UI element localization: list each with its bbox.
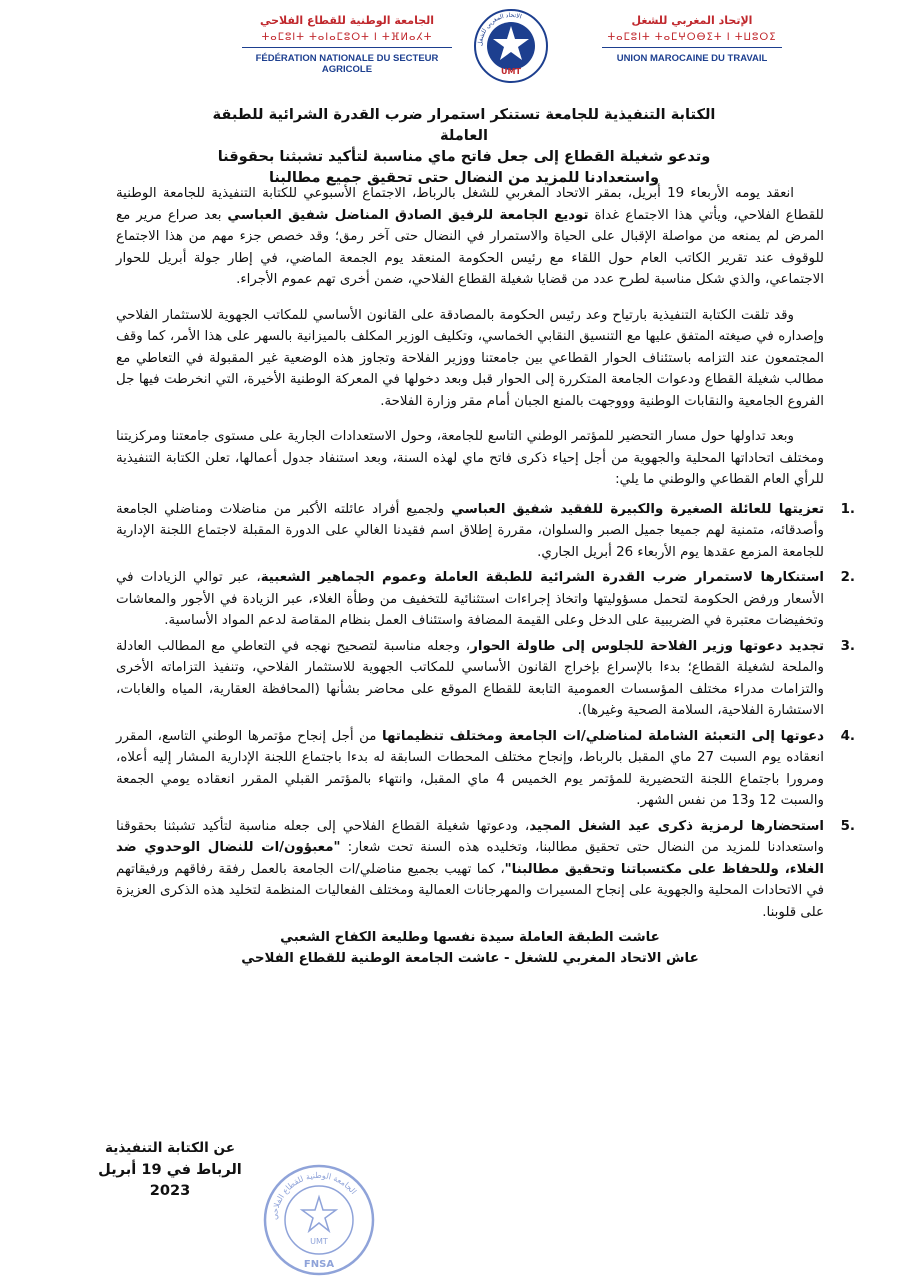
item-number: 3. <box>840 638 855 654</box>
fnsa-name-amazigh: ⵜⴰⵎⵓⵏⵜ ⵜⴰⵏⴰⵎⵓⵔⵜ ⵏ ⵜⴼⵍⴰⵃⵜ <box>261 32 433 43</box>
fnsa-header-block <box>232 14 462 75</box>
item-bold-text: استحضارها لرمزية ذكرى عيد الشغل المجيد <box>529 818 824 834</box>
paragraph <box>116 183 824 291</box>
list-item <box>116 567 855 632</box>
place-and-date: الرباط في 19 أبريل 2023 <box>98 1161 242 1199</box>
list-item <box>116 499 855 564</box>
title-line: واستعدادنا للمزيد من النضال حتى تحقيق جميع مطالبنا <box>268 169 660 186</box>
item-text: ، وجعله مناسبة لتصحيح نهجه في التعاطي مع المطالب العادلة والملحة لشغيلة القطاع؛ بدءا بالإسراع بإخراج القانون الأساسي للمكاتب الجهوية للاستثمار الفلاحي، وتنفيذ التزاماته الأخرى والتزامات مدراء مختلف المؤسسات العمومية التابعة للقطاع الموقع على محاضر بشأنها (المحافظة العقارية، المياه والغابات، الاستشارة الفلاحية، السلامة الصحية وغيرها). <box>116 638 824 718</box>
item-slogan: "معبؤون/ات للنضال الوحدوي ضد الغلاء، وللحفاظ على مكتسباتنا وتحقيق مطالبنا" <box>116 840 824 877</box>
item-bold-text: تجديد دعوتها وزير الفلاحة للجلوس إلى طاولة الحوار <box>470 638 825 654</box>
item-text: من أجل إنجاح مؤتمرها الوطني التاسع، المقرر انعقاده يوم السبت 27 ماي المقبل بالرباط، وإنجاح مختلف المحطات السابقة له بدءا باجتماع اللجنة الإدارية المشار إليه أعلاه، ومرورا باجتماع اللجنة التحضيرية للمؤتمر يوم الخميس 4 ماي المقبل، وانتهاء بالمؤتمر القبلي المقرر انعقاده يومي الجمعة والسبت 12 و13 من نفس الشهر. <box>116 728 824 808</box>
signature-block <box>82 1138 258 1201</box>
closing-line: عاش الاتحاد المغربي للشغل - عاشت الجامعة الوطنية للقطاع الفلاحي <box>241 951 699 966</box>
document-title <box>200 104 728 188</box>
fnsa-name-arabic: الجامعة الوطنية للقطاع الفلاحي <box>259 14 435 27</box>
list-item <box>116 636 855 722</box>
umt-name-amazigh: ⵜⴰⵎⵓⵏⵜ ⵜⴰⵎⵖⵔⴱⵉⵜ ⵏ ⵜⵡⵓⵔⵉ <box>607 32 777 43</box>
logo-text: UMT <box>501 67 521 76</box>
stamp-bottom-text: FNSA <box>303 1259 335 1270</box>
umt-header-block <box>592 14 792 64</box>
item-number: 5. <box>840 818 855 834</box>
letterhead <box>0 0 912 92</box>
header-divider <box>242 47 452 48</box>
logo-ring-text: الاتحاد المغربي للشغل <box>476 11 523 47</box>
paragraph: وبعد تداولها حول مسار التحضير للمؤتمر الوطني التاسع للجامعة، وحول الاستعدادات الجارية على مستوى جامعتنا ومركزيتنا ومختلف اتحاداتها المحلية والجهوية من أجل إحياء ذكرى فاتح ماي لهذه السنة، وبعد استنفاد جدول أعمالها، تعلن الكتابة التنفيذية للرأي العام القطاعي والوطني ما يلي: <box>116 429 824 487</box>
paragraph-text: بعد صراع مرير مع المرض لم يمنعه من مواصلة الإقبال على الحياة والاستمرار في النضال حتى آخر رمق؛ وقد خصص جزء مهم من هذا الاجتماع للوقوف عند تقرير الكاتب العام حول اللقاء مع رئيس الحكومة المنعقد يوم الجمعة الماضي، في إطار جولة أبريل للحوار الاجتماعي، والذي شكل مناسبة لطرح عدد من قضايا شغيلة القطاع الفلاحي، ضمن أخرى تهم عموم الأجراء. <box>116 207 824 287</box>
document-body <box>116 183 855 969</box>
stamp-mid-text: UMT <box>310 1237 328 1246</box>
umt-name-french: UNION MAROCAINE DU TRAVAIL <box>616 53 768 64</box>
stamp-ring-text: الجامعة الوطنية للقطاع الفلاحي <box>269 1170 359 1221</box>
paragraph-bold-text: توديع الجامعة للرفيق الصادق المناضل شفيق العباسي <box>227 207 589 223</box>
title-line: وتدعو شغيلة القطاع إلى جعل فاتح ماي مناسبة لتأكيد تشبثنا بحقوقنا <box>217 148 711 165</box>
closing-line: عاشت الطبقة العاملة سيدة نفسها وطليعة الكفاح الشعبي <box>280 930 660 945</box>
item-number: 4. <box>840 728 855 744</box>
fnsa-name-french: FÉDÉRATION NATIONALE DU SECTEUR AGRICOLE <box>255 53 439 75</box>
item-text: ، ودعوتها شغيلة القطاع الفلاحي إلى جعله مناسبة لتأكيد تشبثنا بحقوقنا واستعدادنا للمزيد من النضال حتى تحقيق مطالبنا، وتخليده هذه السنة تحت شعار: <box>116 818 824 855</box>
title-line: الكتابة التنفيذية للجامعة تستنكر استمرار ضرب القدرة الشرائية للطبقة العاملة <box>212 106 716 144</box>
umt-logo <box>473 8 549 84</box>
item-text: ، كما تهيب بجميع مناضلي/ات الجامعة بالعمل رفقة رفاقهم ورفيقاتهم في الاتحادات المحلية والجهوية على إنجاح المسيرات والمهرجانات العمالية ومختلف الفعاليات المنظمة لتخليد هذه الذكرى العزيزة على قلوبنا. <box>116 861 824 920</box>
item-bold-text: استنكارها لاستمرار ضرب القدرة الشرائية للطبقة العاملة وعموم الجماهير الشعبية <box>260 570 824 585</box>
item-text: ولجميع أفراد عائلته الأكبر من مناضلات ومناضلي الجامعة وأصدقائه، متمنية لهم جميعا جميل الصبر والسلوان، مقررة إطلاق اسم فقيدنا الغالي على الدورة المقبلة لاجتماع اللجنة الإدارية للجامعة المزمع عقدها يوم الأربعاء 26 أبريل الجاري. <box>116 501 824 560</box>
item-text: ، عبر توالي الزيادات في الأسعار ورفض الحكومة لتحمل مسؤوليتها واتخاذ إجراءات استثنائية للتخفيف من وطأة الغلاء، عبر الزيادة في الأجور والمعاشات وتخفيضات معتبرة في الضريبية على الدخل وعلى القيمة المضافة واستئناف العمل بنظام المقاصة لدعم المواد الأساسية. <box>116 570 824 628</box>
item-number: 1. <box>840 501 855 517</box>
official-stamp <box>262 1163 376 1277</box>
item-number: 2. <box>840 570 855 585</box>
list-item <box>116 726 855 812</box>
umt-name-arabic: الإتحاد المغربي للشغل <box>631 14 753 27</box>
resolutions-list <box>116 499 855 924</box>
signatory: عن الكتابة التنفيذية <box>104 1140 236 1156</box>
closing-slogans <box>116 927 824 969</box>
paragraph: وقد تلقت الكتابة التنفيذية بارتياح وعد رئيس الحكومة بالمصادقة على القانون الأساسي للمكاتب الجهوية للاستثمار الفلاحي وإصداره في صيغته المتفق عليها مع التنسيق النقابي الخماسي، وتكليف الوزير المكلف بالميزانية بالسهر على هذا الأمر، كما وقف المجتمعون عند التزامه باستئناف الحوار القطاعي بين جامعتنا ووزير الفلاحة وتجاوز هذه الوضعية غير المقبولة في التعاطي مع مطالب شغيلة القطاع ودعوات الجامعة المتكررة إلى الحوار قبل وبعد دخولها في المعركة الوطنية الأخيرة، التي انخرطت فيها جل الفروع الجامعية والنقابات الوطنية وووجهت بالمنع الجبان أمام مقر وزارة الفلاحة. <box>116 307 824 409</box>
item-bold-text: دعوتها إلى التعبئة الشاملة لمناضلي/ات الجامعة ومختلف تنظيماتها <box>381 728 824 744</box>
header-divider <box>602 47 782 48</box>
item-bold-text: تعزيتها للعائلة الصغيرة والكبيرة للفقيد شفيق العباسي <box>451 501 824 517</box>
list-item <box>116 816 855 924</box>
paragraph-text: انعقد يومه الأربعاء 19 أبريل، بمقر الاتحاد المغربي للشغل بالرباط، الاجتماع الأسبوعي للكتابة التنفيذية للجامعة الوطنية للقطاع الفلاحي، ويأتي هذا الاجتماع غداة <box>116 186 825 223</box>
